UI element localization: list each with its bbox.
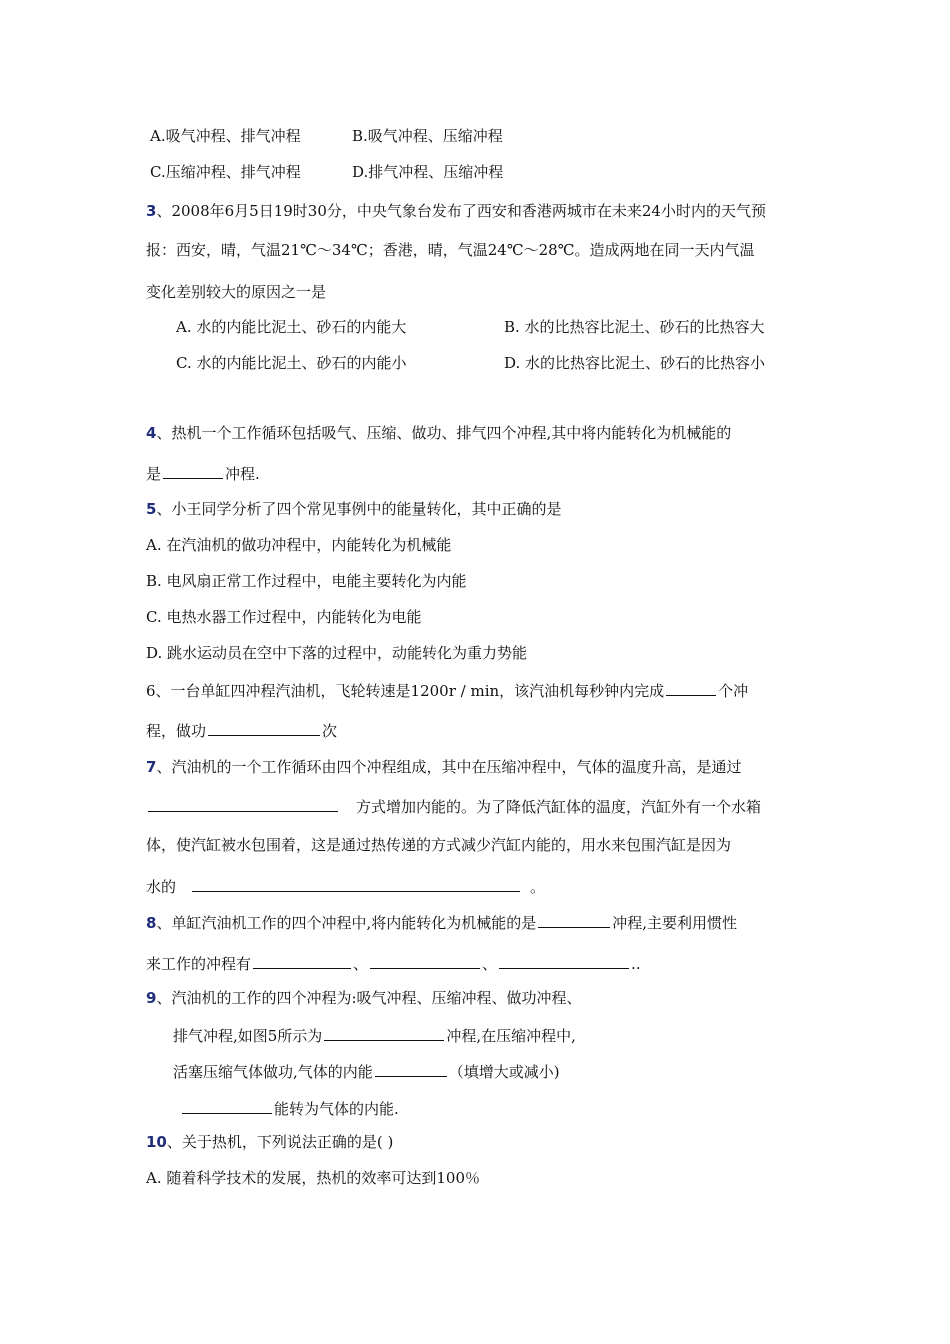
q7-line-4 bbox=[146, 875, 545, 897]
q4-line-1 bbox=[146, 423, 731, 443]
q10-stem: 关于热机，下列说法正确的是( ) bbox=[181, 1133, 394, 1151]
q3-line-1 bbox=[146, 201, 766, 221]
q8-line-1 bbox=[146, 911, 737, 933]
q8-blank-3[interactable] bbox=[370, 952, 480, 969]
q5-option-d: D. 跳水运动员在空中下落的过程中，动能转化为重力势能 bbox=[146, 644, 528, 662]
q7-stem-2: 方式增加内能的。为了降低汽缸体的温度，汽缸外有一个水箱 bbox=[356, 798, 762, 816]
q3-line-2: 报：西安，晴，气温21℃～34℃；香港，晴，气温24℃～28℃。造成两地在同一天内气温 bbox=[146, 241, 755, 259]
q3-option-d: D. 水的比热容比泥土、砂石的比热容小 bbox=[504, 354, 766, 372]
q10-separator: 、 bbox=[166, 1133, 182, 1151]
q8-separator: 、 bbox=[156, 914, 172, 932]
q6-stem-2-suffix: 次 bbox=[322, 722, 338, 740]
q6-line-2 bbox=[146, 719, 337, 741]
q10-stem-line bbox=[146, 1132, 393, 1152]
q7-stem-4: 水的 bbox=[146, 878, 177, 896]
q4-stem: 热机一个工作循环包括吸气、压缩、做功、排气四个冲程,其中将内能转化为机械能的 bbox=[171, 424, 732, 442]
q9-stem-2: 排气冲程,如图5所示为 bbox=[173, 1027, 323, 1045]
q7-stem-4-suffix: 。 bbox=[530, 878, 546, 896]
q9-blank-1[interactable] bbox=[324, 1024, 444, 1041]
q9-line-1 bbox=[146, 988, 582, 1008]
q9-blank-3[interactable] bbox=[182, 1097, 272, 1114]
q9-line-4 bbox=[180, 1097, 399, 1119]
q6-blank-1[interactable] bbox=[666, 679, 716, 696]
q8-blank-1[interactable] bbox=[538, 911, 610, 928]
q7-stem-1: 汽油机的一个工作循环由四个冲程组成，其中在压缩冲程中，气体的温度升高，是通过 bbox=[171, 758, 742, 776]
q8-stem-2: 来工作的冲程有 bbox=[146, 955, 252, 973]
q3-line-3: 变化差别较大的原因之一是 bbox=[146, 283, 327, 301]
q4-separator: 、 bbox=[156, 424, 172, 442]
q9-stem-2-suffix: 冲程,在压缩冲程中, bbox=[446, 1027, 576, 1045]
q8-separator-1: 、 bbox=[353, 955, 369, 973]
q9-separator: 、 bbox=[156, 989, 172, 1007]
q3-option-a: A. 水的内能比泥土、砂石的内能大 bbox=[176, 318, 407, 336]
q7-line-1 bbox=[146, 757, 741, 777]
q5-option-b: B. 电风扇正常工作过程中，电能主要转化为内能 bbox=[146, 572, 467, 590]
q5-option-a: A. 在汽油机的做功冲程中，内能转化为机械能 bbox=[146, 536, 452, 554]
q4-line-2 bbox=[146, 462, 260, 484]
q2-option-a: A.吸气冲程、排气冲程 bbox=[150, 127, 301, 145]
q3-option-b: B. 水的比热容比泥土、砂石的比热容大 bbox=[504, 318, 765, 336]
q4-answer-blank[interactable] bbox=[163, 462, 223, 479]
q6-stem-1: 6、一台单缸四冲程汽油机，飞轮转速是1200r / min，该汽油机每秒钟内完成 bbox=[146, 682, 665, 700]
q2-option-c: C.压缩冲程、排气冲程 bbox=[150, 163, 301, 181]
q6-blank-2[interactable] bbox=[208, 719, 320, 736]
q4-number: 4 bbox=[146, 424, 157, 442]
q2-option-d: D.排气冲程、压缩冲程 bbox=[352, 163, 504, 181]
q3-number: 3 bbox=[146, 202, 157, 220]
q6-line-1 bbox=[146, 679, 748, 701]
q5-stem: 小王同学分析了四个常见事例中的能量转化，其中正确的是 bbox=[171, 500, 562, 518]
q5-number: 5 bbox=[146, 500, 157, 518]
q7-line-3: 体，使汽缸被水包围着，这是通过热传递的方式减少汽缸内能的，用水来包围汽缸是因为 bbox=[146, 836, 732, 854]
q9-line-2 bbox=[173, 1024, 576, 1046]
q5-separator: 、 bbox=[156, 500, 172, 518]
q4-line2-suffix: 冲程. bbox=[225, 465, 260, 483]
q8-number: 8 bbox=[146, 914, 157, 932]
q3-option-c: C. 水的内能比泥土、砂石的内能小 bbox=[176, 354, 407, 372]
q8-end-mark: .. bbox=[631, 955, 641, 973]
q7-blank-2[interactable] bbox=[192, 875, 520, 892]
q8-stem-1: 单缸汽油机工作的四个冲程中,将内能转化为机械能的是 bbox=[171, 914, 537, 932]
q3-stem-1: 2008年6月5日19时30分，中央气象台发布了西安和香港两城市在未来24小时内的天气预 bbox=[171, 202, 766, 220]
q7-line-2 bbox=[146, 795, 761, 817]
q9-stem-3-suffix: （填增大或减小) bbox=[448, 1063, 560, 1081]
q5-option-c: C. 电热水器工作过程中，内能转化为电能 bbox=[146, 608, 422, 626]
q9-line-3 bbox=[173, 1060, 560, 1082]
q10-option-a: A. 随着科学技术的发展，热机的效率可达到100％ bbox=[146, 1169, 481, 1187]
q7-blank-1[interactable] bbox=[148, 795, 338, 812]
q6-stem-1-suffix: 个冲 bbox=[718, 682, 749, 700]
q3-separator: 、 bbox=[156, 202, 172, 220]
q4-line2-prefix: 是 bbox=[146, 465, 162, 483]
q9-stem-1: 汽油机的工作的四个冲程为:吸气冲程、压缩冲程、做功冲程、 bbox=[171, 989, 582, 1007]
q8-line-2 bbox=[146, 952, 641, 974]
q9-stem-3: 活塞压缩气体做功,气体的内能 bbox=[173, 1063, 373, 1081]
q10-number: 10 bbox=[146, 1133, 167, 1151]
q8-stem-1-suffix: 冲程,主要利用惯性 bbox=[612, 914, 738, 932]
q8-blank-4[interactable] bbox=[499, 952, 629, 969]
q5-stem-line bbox=[146, 499, 561, 519]
q7-number: 7 bbox=[146, 758, 157, 776]
q9-blank-2[interactable] bbox=[375, 1060, 447, 1077]
q2-option-b: B.吸气冲程、压缩冲程 bbox=[352, 127, 503, 145]
q8-separator-2: 、 bbox=[482, 955, 498, 973]
q7-separator: 、 bbox=[156, 758, 172, 776]
q9-stem-4: 能转为气体的内能. bbox=[274, 1100, 399, 1118]
q9-number: 9 bbox=[146, 989, 157, 1007]
q6-stem-2: 程，做功 bbox=[146, 722, 207, 740]
q8-blank-2[interactable] bbox=[253, 952, 351, 969]
